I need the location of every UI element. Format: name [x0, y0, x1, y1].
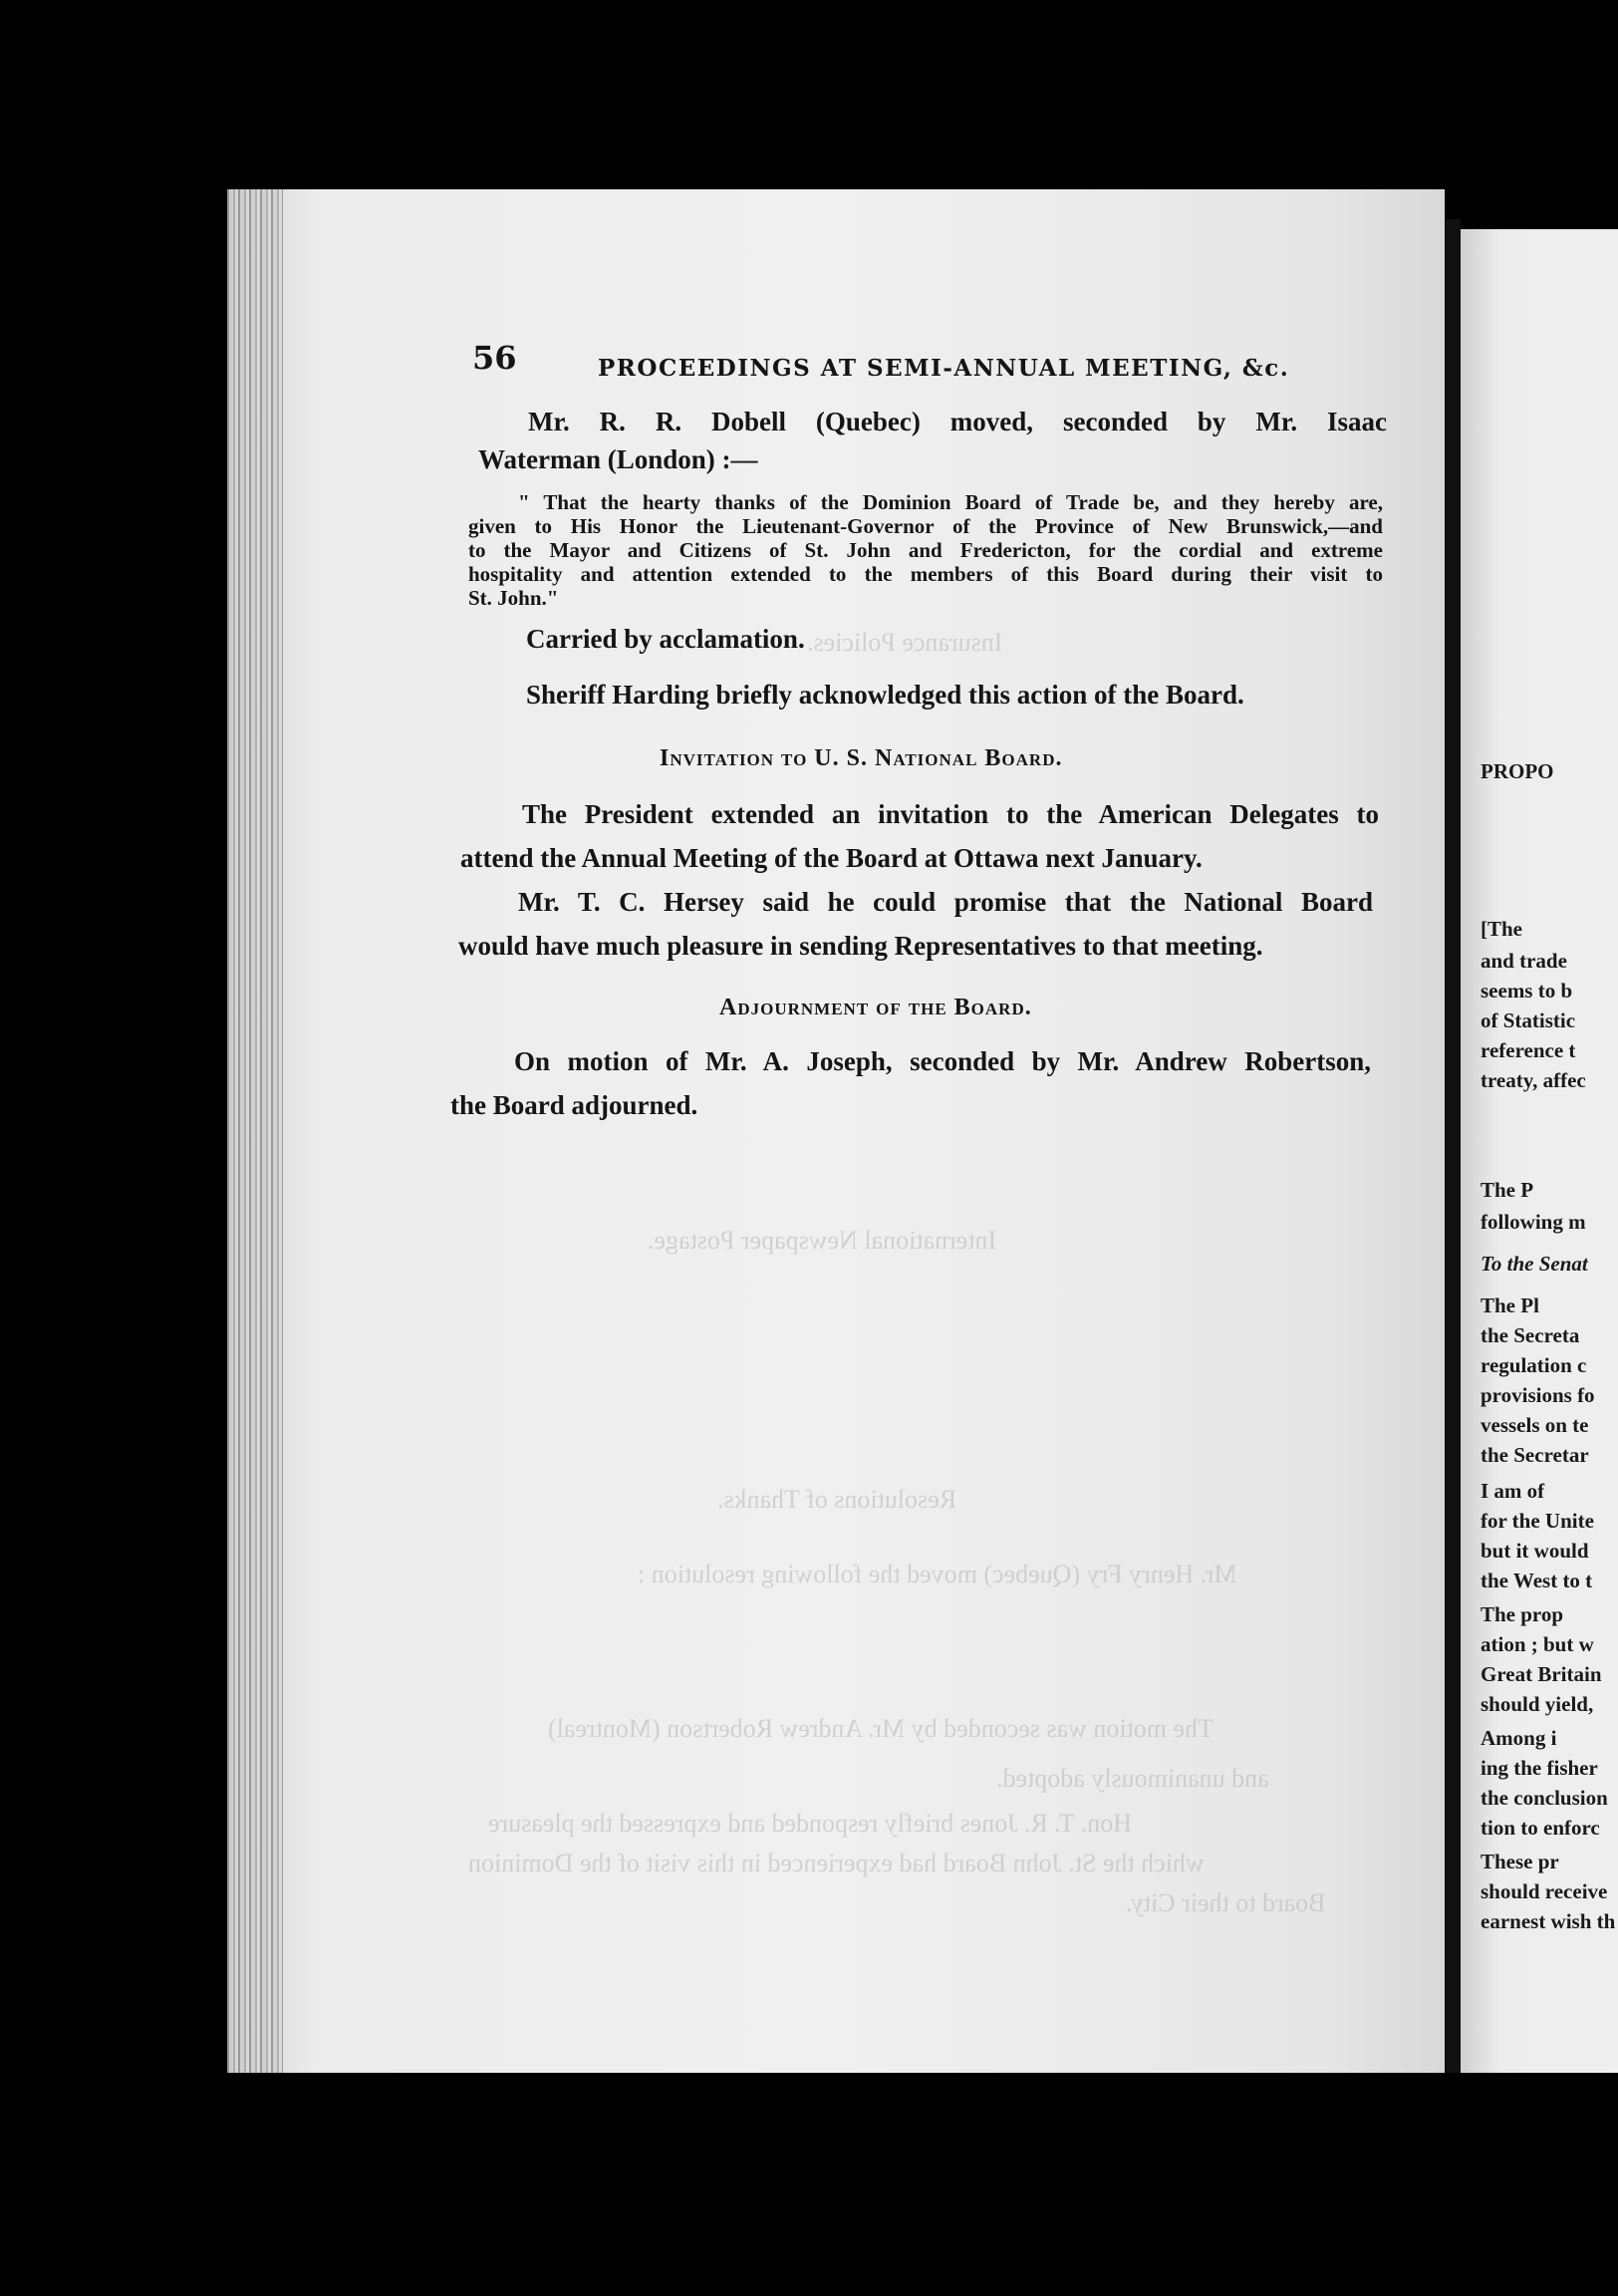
right-page-fragment: ing the fisher: [1481, 1756, 1598, 1780]
right-page-fragment: earnest wish th: [1481, 1909, 1616, 1933]
motion-intro-line: Waterman (London) :—: [478, 444, 758, 474]
right-page-fragment: provisions fo: [1481, 1383, 1595, 1407]
right-page-fragment: These pr: [1481, 1850, 1559, 1873]
bleed-through-line: and unanimously adopted.: [996, 1764, 1269, 1793]
right-page-fragment: The prop: [1481, 1602, 1564, 1626]
right-page-fragment: To the Senat: [1481, 1252, 1588, 1276]
right-page-fragment: The Pl: [1481, 1293, 1539, 1317]
right-page-fragment: should yield,: [1481, 1692, 1594, 1716]
president-text-line: The President extended an invitation to the American Delegates to: [522, 799, 1379, 829]
motion-intro-line: Mr. R. R. Dobell (Quebec) moved, seconded by Mr. Isaac: [528, 407, 1387, 436]
bleed-through-line: Hon. T. R. Jones briefly responded and expressed the pleasure: [488, 1809, 1132, 1838]
page-stack-edge: [227, 189, 283, 2073]
adjourn-text-line: On motion of Mr. A. Joseph, seconded by Mr. Andrew Robertson,: [514, 1046, 1371, 1076]
resolution-quote-line: hospitality and attention extended to the members of this Board during their visit to: [468, 562, 1383, 586]
running-head: PROCEEDINGS AT SEMI-ANNUAL MEETING, &c.: [598, 355, 1290, 382]
resolution-quote-line: to the Mayor and Citizens of St. John and Fredericton, for the cordial and extreme: [468, 538, 1383, 562]
right-page-fragment: the Secretar: [1481, 1443, 1589, 1467]
section-heading-invitation: Invitation to U. S. National Board.: [660, 745, 1063, 771]
right-page-fragment: reference t: [1481, 1038, 1576, 1062]
right-page-fragment: Among i: [1481, 1726, 1557, 1750]
hersey-text-line: Mr. T. C. Hersey said he could promise that the National Board: [518, 887, 1373, 917]
bleed-through-line: which the St. John Board had experienced in this visit of the Dominion: [468, 1849, 1205, 1877]
resolution-quote-line: " That the hearty thanks of the Dominion Board of Trade be, and they hereby are,: [518, 490, 1383, 514]
resolution-quote-line: St. John.": [468, 586, 559, 610]
sheriff-text: Sheriff Harding briefly acknowledged this action of the Board.: [526, 680, 1244, 710]
carried-text: Carried by acclamation.: [526, 624, 805, 654]
adjourn-text-line: the Board adjourned.: [450, 1090, 698, 1120]
right-page-fragment: [The: [1481, 917, 1522, 941]
right-page-fragment: seems to b: [1481, 979, 1573, 1003]
bleed-through-line: International Newspaper Postage.: [648, 1226, 997, 1255]
book-gutter: [1445, 219, 1461, 2073]
right-page-fragment: should receive: [1481, 1879, 1608, 1903]
right-page-fragment: the West to t: [1481, 1569, 1593, 1592]
right-page-fragment: ation ; but w: [1481, 1632, 1594, 1656]
right-page-fragment: vessels on te: [1481, 1413, 1589, 1437]
right-page-fragment: tion to enforc: [1481, 1816, 1600, 1840]
bleed-through-line: Resolutions of Thanks.: [717, 1485, 957, 1514]
bleed-through-line: Insurance Policies.: [807, 628, 1003, 657]
right-page-fragment: and trade: [1481, 949, 1567, 973]
right-page-fragment: the Secreta: [1481, 1323, 1580, 1347]
right-page-fragment: Great Britain: [1481, 1662, 1602, 1686]
hersey-text-line: would have much pleasure in sending Representatives to that meeting.: [458, 931, 1263, 961]
right-page-fragment: for the Unite: [1481, 1509, 1594, 1533]
resolution-quote-line: given to His Honor the Lieutenant-Governor of the Province of New Brunswick,—and: [468, 514, 1383, 538]
page-number: 56: [472, 339, 517, 377]
right-page-fragment: PROPO: [1481, 759, 1554, 783]
bleed-through-line: Board to their City.: [1126, 1888, 1326, 1917]
right-page-fragment: The P: [1481, 1178, 1534, 1202]
right-page-fragment: the conclusion: [1481, 1786, 1608, 1810]
right-page-fragment: of Statistic: [1481, 1008, 1576, 1032]
president-text-line: attend the Annual Meeting of the Board at Ottawa next January.: [460, 843, 1203, 873]
section-heading-adjournment: Adjournment of the Board.: [719, 995, 1032, 1020]
right-page-fragment: regulation c: [1481, 1353, 1587, 1377]
right-page-fragment: treaty, affec: [1481, 1068, 1586, 1092]
right-page-fragment: following m: [1481, 1210, 1586, 1234]
right-page-fragment: I am of: [1481, 1479, 1545, 1503]
bleed-through-line: The motion was seconded by Mr. Andrew Robertson (Montreal): [548, 1714, 1214, 1743]
bleed-through-line: Mr. Henry Fry (Quebec) moved the following resolution :: [638, 1560, 1237, 1588]
right-page-fragment: but it would: [1481, 1539, 1589, 1563]
